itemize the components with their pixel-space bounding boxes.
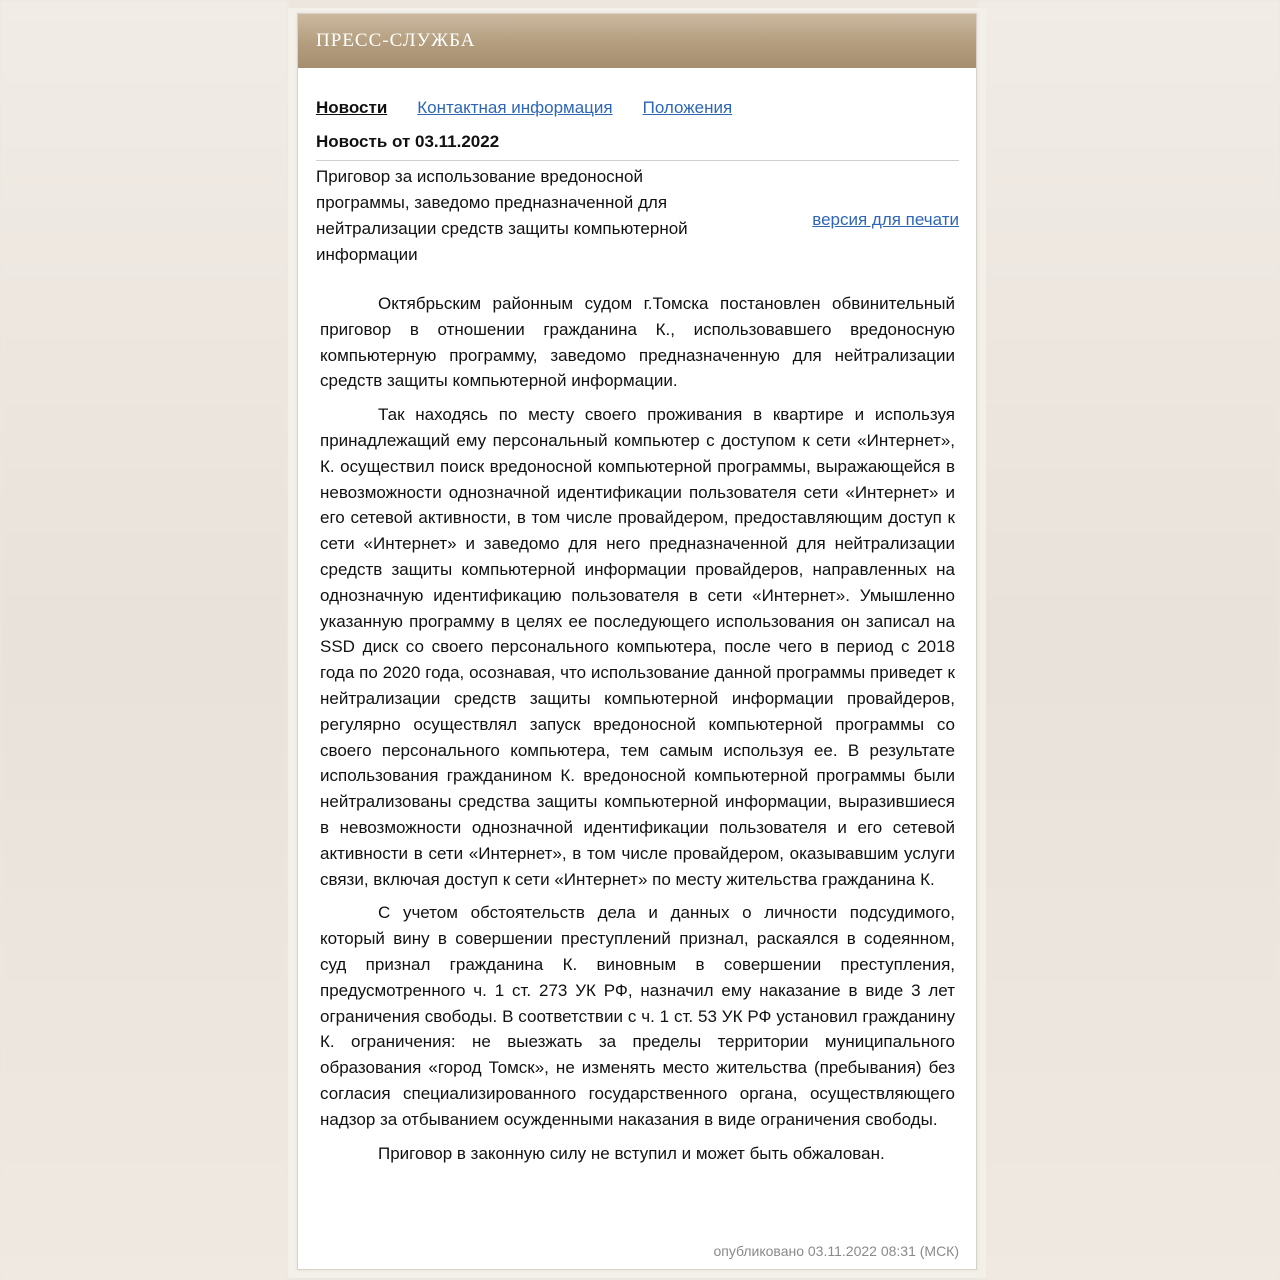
tab-contacts[interactable]: Контактная информация bbox=[417, 98, 613, 117]
published-timestamp: опубликовано 03.11.2022 08:31 (МСК) bbox=[713, 1243, 959, 1259]
section-header bbox=[298, 14, 976, 68]
article-paragraph: Октябрьским районным судом г.Томска постановлен обвинительный приговор в отношении гражданина К., использовавшего вредоносную компьютерную программу, заведомо предназначенную для нейтрализации средств защиты компьютерной информации. bbox=[320, 294, 955, 391]
blurred-background-right bbox=[977, 0, 1280, 1280]
article-paragraph: С учетом обстоятельств дела и данных о личности подсудимого, который вину в совершении преступлений признал, раскаялся в содеянном, суд признал гражданина К. виновным в совершении преступления, предусмотренного ч. 1 ст. 273 УК РФ, назначил ему наказание в виде 3 лет ограничения свободы. В соответствии с ч. 1 ст. 53 УК РФ установил гражданину К. ограничения: не выезжать за пределы территории муниципального образования «город Томск», не изменять место жительства (пребывания) без согласия специализированного государственного органа, осуществляющего надзор за отбыванием осужденными наказания в виде ограничения свободы. bbox=[320, 903, 955, 1129]
tab-regulations[interactable]: Положения bbox=[642, 98, 733, 117]
print-version-link[interactable]: версия для печати bbox=[812, 210, 959, 229]
blurred-background-left bbox=[0, 0, 288, 1280]
article-body bbox=[320, 291, 955, 1174]
page-container bbox=[288, 8, 986, 1278]
news-date-heading: Новость от 03.11.2022 bbox=[316, 132, 959, 161]
section-title: ПРЕСС-СЛУЖБА bbox=[316, 30, 476, 51]
article-headline: Приговор за использование вредоносной программы, заведомо предназначенной для нейтрализации средств защиты компьютерной информации bbox=[316, 167, 688, 264]
article-paragraph: Приговор в законную силу не вступил и может быть обжалован. bbox=[378, 1143, 885, 1163]
press-card bbox=[297, 13, 977, 1270]
article-paragraph: Так находясь по месту своего проживания в квартире и используя принадлежащий ему персональный компьютер с доступом к сети «Интернет», К. осуществил поиск вредоносной компьютерной программы, выражающейся в невозможности однозначной идентификации пользователя сети «Интернет» и его сетевой активности, в том числе провайдером, предоставляющим доступ к сети «Интернет» и заведомо для него предназначенной для нейтрализации средств защиты компьютерной информации провайдеров, направленных на однозначную идентификацию пользователя в сети «Интернет». Умышленно указанную программу в целях ее последующего использования он записал на SSD диск со своего персонального компьютера, после чего в период с 2018 года по 2020 года, осознавая, что использование данной программы приведет к нейтрализации средств защиты компьютерной информации провайдеров, регулярно осуществлял запуск вредоносной компьютерной программы со своего персонального компьютера, тем самым используя ее. В результате использования гражданином К. вредоносной компьютерной программы были нейтрализованы средства защиты компьютерной информации, выразившиеся в невозможности однозначной идентификации пользователя и его сетевой активности в сети «Интернет», в том числе провайдером, оказывавшим услуги связи, включая доступ к сети «Интернет» по месту жительства гражданина К. bbox=[320, 405, 955, 889]
tab-news[interactable]: Новости bbox=[316, 98, 388, 117]
nav-tabs bbox=[316, 98, 732, 118]
